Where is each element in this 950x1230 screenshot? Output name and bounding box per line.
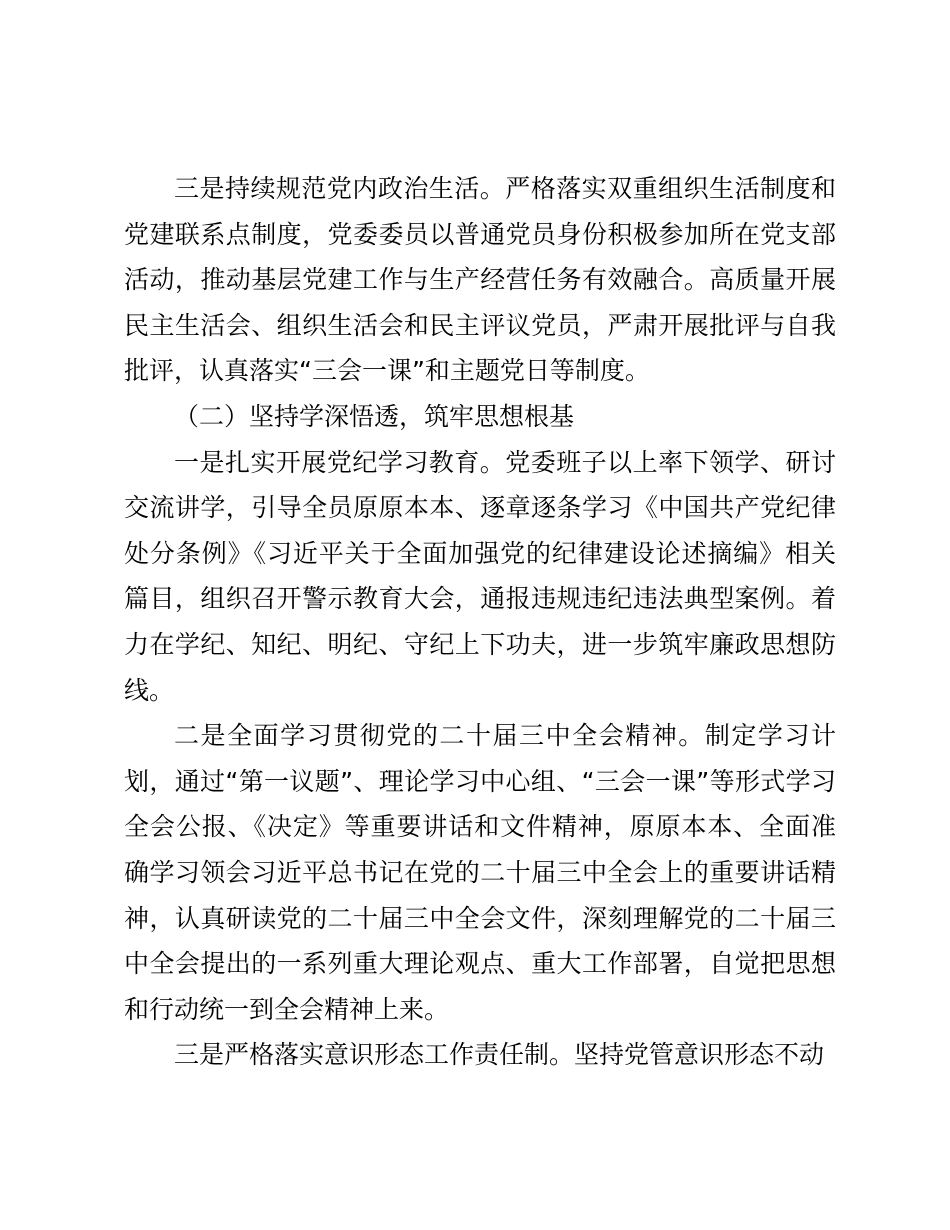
document-body [124,166,836,1078]
paragraph-discipline-education: 一是扎实开展党纪学习教育。党委班子以上率下领学、研讨交流讲学，引导全员原原本本、逐章逐条学习《中国共产党纪律处分条例》《习近平关于全面加强党的纪律建设论述摘编》相关篇目，组织召开警示教育大会，通报违规违纪违法典型案例。着力在学纪、知纪、明纪、守纪上下功夫，进一步筑牢廉政思想防线。 [124,447,836,705]
paragraph-ideology-responsibility: 三是严格落实意识形态工作责任制。坚持党管意识形态不动 [174,1040,825,1070]
paragraph-political-life: 三是持续规范党内政治生活。严格落实双重组织生活制度和党建联系点制度，党委委员以普通党员身份积极参加所在党支部活动，推动基层党建工作与生产经营任务有效融合。高质量开展民主生活会、组织生活会和民主评议党员，严肃开展批评与自我批评，认真落实“三会一课”和主题党日等制度。 [124,174,836,386]
section-heading-2: （二）坚持学深悟透，筑牢思想根基 [174,401,575,431]
paragraph-plenary-study: 二是全面学习贯彻党的二十届三中全会精神。制定学习计划，通过“第一议题”、理论学习中心组、“三会一课”等形式学习全会公报、《决定》等重要讲话和文件精神，原原本本、全面准确学习领会习近平总书记在党的二十届三中全会上的重要讲话精神，认真研读党的二十届三中全会文件，深刻理解党的二十届三中全会提出的一系列重大理论观点、重大工作部署，自觉把思想和行动统一到全会精神上来。 [124,721,836,1024]
